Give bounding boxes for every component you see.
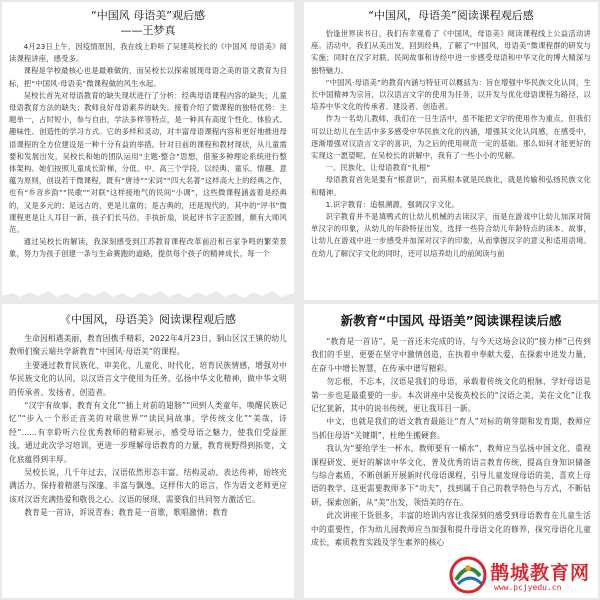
document-page-3: [2, 304, 294, 598]
page-3-paragraph: 生命因相遇美丽，教育因携手精彩，2022年4月23日，铜山区汉王镇的幼儿教师们聚云端共学新教育“中国风·母语美”的课程。: [9, 334, 287, 357]
page-4-paragraph: “教育是一首诗”，是一首还未完成的诗，与今天这场会议的“接力棒”已传到我们的手里，更要在坚守中激情创造，在执着中奉献大爱，在探索中进发力量，在奋斗中增长智慧，在传承中谱写精彩。: [311, 337, 591, 373]
page-1-paragraph: 通过吴校长的解读，我深刻感受到江苏教育课程改革前沿和百家争鸣的繁荣景象，努力为孩子创建一条与生命赛跑的道路，提供每个孩子的精神成长，每一个: [9, 237, 287, 259]
page-1-paragraph: 4月23日上午，因疫情原因，我在线上聆听了吴建英校长的《中国风 母语美》阅读课程讲座，感受多。: [9, 42, 287, 64]
page-3-paragraph: 教育是一首诗，诉说青春；教育是一首歌，歌唱激情；教育: [24, 508, 229, 518]
watermark-logo-icon: [446, 554, 490, 596]
page-3-paragraph: 吴校长说，几千年过去，汉语依然形态丰富、结构灵动、表达传神，始终充满活力，保持着精湛与深邃、丰富与飘逸，这样伟大的语言，作为语文老师更应该对汉语充满热爱和敬畏之心。汉语的展现，需要我们共同努力激活它。: [9, 468, 287, 504]
page-3-paragraph: “汉字有故事，教育有文化”“插上对前的翅膀”“回到人类童年，唤醒民族记忆”“步入一个形正音美的对联世界”“读民间故事，学传统文化”“美哉，诗经”……有幸聆听六位优秀教师的精彩展示，感受母语之魅力，使我们受益匪浅，通过此次学习培训，更进一步理解母语教育的力量，教育视野得到拓宽，文化底蕴得到丰厚。: [9, 401, 287, 464]
torn-edge-graphic: [2, 288, 294, 300]
page-2-paragraph: 母语教育首先是要有“根意识”，而其根本就是民族化，就是传输和弘扬民族文化和精神。: [311, 175, 591, 197]
watermark-brand-text: 鹊城教育网: [490, 562, 591, 584]
document-page-1: [2, 2, 294, 300]
watermark-url-text: www.pcjyedu.cn: [494, 583, 562, 592]
page-1-paragraph: 吴校长首先对母语教育的缺失现状进行了分析：经典母语课程内容的缺失；儿童母语教育方法的缺失；教师良好母语素养的缺失。接着介绍了微课程的独特优势：主题单一，占时短小，参与自由，学法多样等特点，是一种具有高度个性化、体验式、趣味性、创造性的学习方式。它的多样和灵动，对丰富母语课程内容和更好地推进母语课程的全方位建设是一种十分有益的举措。针对目前的课程和教材现状，从儿童需要和发展出发，吴校长和她的团队运用“主题·整合”思想，借鉴多种理论系统进行整体架构。她们按照儿童成长阶梯，分低、中、高三个学段，以经典、童乐、情趣、意蕴为原则，创设若干微课程，既有“唐诗”“宋词”“四大名著”这样高大上的经典之作，也有“乡音乡韵”“民歌”“对联”这样接地气的民间“小调”，这些微课程涵盖着是经典的，又是多元的；是远古的，更是儿童的；是古典的，还是现代的。其中的“评书”微课程更是让人耳目一新，孩子们长马仿，手执折扇，说起评书字正腔圆，颇有大师风范。: [9, 90, 287, 235]
page-4-paragraph: 此次讲座干货很多，丰富的培训内容让我深刻的感受到母语教育在儿童生活中的重要性，作为幼儿园教师应当加强和提升母语文化的修养，探究母语化儿童成长，素质教育实践及学生素养的核心: [311, 511, 591, 548]
page-2-paragraph: 识字教育并不是填鸭式的让幼儿机械的去读汉字，而是在游戏中让幼儿加深对简单汉字的印象，从幼儿的年龄特征出发，选择一些符合幼儿年龄特点的读本、故事，让幼儿在游戏中进一步感受并加深对汉字的印象，从而掌握汉字的意义和适用语境。在幼儿了解汉字文化的同时，还可以培养幼儿的前阅读与前: [311, 212, 591, 258]
page-4-title: 新教育“中国风 母语美”阅读课程读后感: [340, 313, 562, 328]
page-2-paragraph: 一、民族化，让母语教育“扎根”: [325, 163, 431, 173]
page-4-paragraph: 中文，也就是我们的语文教育最能让“育人”对标的萌芽期和发育期，教师应当抓住母语“关键期”，杜绝生搬硬套。: [311, 417, 591, 440]
page-2-paragraph: 1.识字教育：追根溯源，强调汉字文化。: [325, 199, 460, 209]
site-watermark: [446, 554, 596, 598]
page-1-paragraph: 课程是学校最核心也是最难做的，而吴校长以探索展现母语之美的语文教育为目标，把“中国风·母语美”微课程做的风生水起。: [9, 66, 287, 88]
page-3-paragraph: 主要通过教育民族化、审美化、儿童化、时代化，培育民族情感，增强对中华民族文化的认同，以汉语言文字使用为任务，弘扬中华文化精神，做中华文明的传承者、发扬者、创造者。: [9, 360, 287, 397]
page-4-paragraph: 勿忘根，不忘本，汉语是我们的母语，承载着传统文化的根脉，学好母语是第一步也是最重要的一步。本次讲座中吴俊英校长的“汉语之美，美在文化”让我记忆犹新，其中的说书传统，更让我耳目一新。: [311, 377, 591, 414]
page-2-paragraph: “中国风·母语美”的教育内涵与特征可以概括为：旨在增强中华民族文化认同，生长中国精神为宗旨，以汉语言文字的使用为任务，以开发与优化母语课程为路径，以培养中华文化的传承者、建设者、创造者。: [311, 77, 591, 112]
page-3-title: 《中国风，母语美》阅读课程观后感: [60, 313, 236, 326]
document-page-2: [304, 2, 598, 300]
page-1-author: ——王梦真: [120, 24, 176, 37]
page-2-title: “中国风，母语美”阅读课程观后感: [368, 9, 534, 22]
page-2-paragraph: 作为一名幼儿教师，我们在一日生活中，虽不能把文字的使用作为重点，但我们可以让幼儿在生活中多多感受中华民族文化的内涵，增强其文化认同感，在感受中，逐渐增强对汉语言文字的喜识，为之后的使用规范一定的基础。那么如何才能更好的实现这一愿望呢，在吴校长的讲解中，我有了一些小小的见解。: [311, 114, 591, 161]
page-2-paragraph: 恰逢世界读书日，我们有幸观看了《中国风，母语美》阅读课程线上公益活动讲座。活动中，我们从美出发，回到经典，了解了“中国风，母语美”微课程群的研发与实施；同时在汉字对联、民间故事和诗经中进一步感受母语和中华文化的博大精深与独特魅力。: [311, 29, 591, 75]
page-4-paragraph: 我认为“要给学生一杯水，教师要有一桶水”，教师应当弘扬中国文化、重视课程研发、更好的解读中华文化、普及优秀的语言教育传统，提高自身知识储备与综合素质，不断创新开展新时代母语课程，引导儿童发现母语的美，喜欢上母语的教学，这更需要教师多下“功夫”，找到属于自己的教学特色与方式，不断钻研，探索创新，从“美”出发，领悟美的存在。: [311, 444, 591, 507]
page-1-title: “中国风 母语美”观后感: [91, 9, 205, 22]
